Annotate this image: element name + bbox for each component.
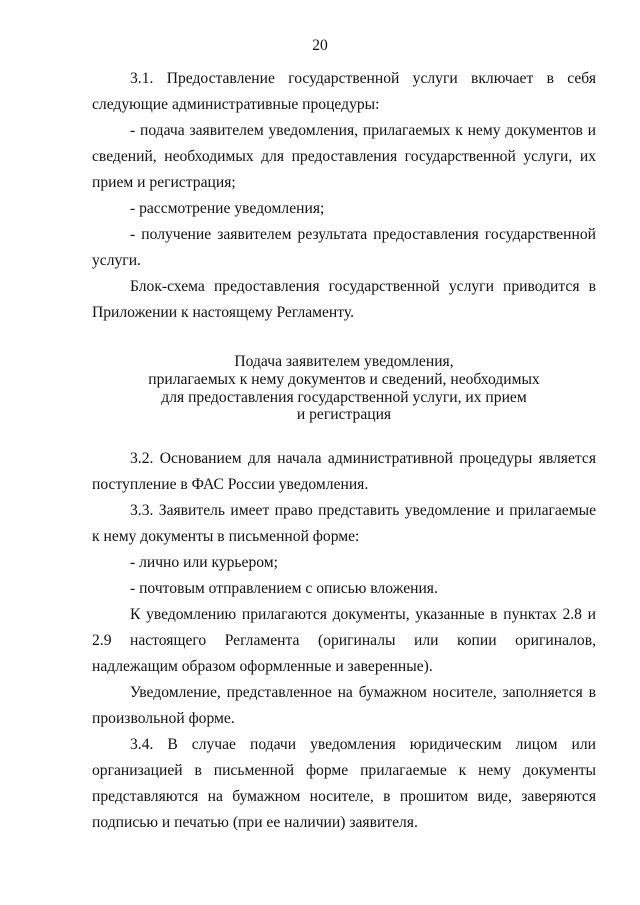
section-3-1	[92, 66, 596, 326]
paragraph: 3.2. Основанием для начала административной процедуры является поступление в ФАС России уведомления.	[92, 450, 596, 493]
paragraph: 3.1. Предоставление государственной услуги включает в себя следующие административные процедуры:	[92, 70, 596, 113]
heading-line: Подача заявителем уведомления,	[234, 353, 454, 370]
list-item: - подача заявителем уведомления, прилагаемых к нему документов и сведений, необходимых для предоставления государственной услуги, их прием и регистрация;	[92, 122, 596, 191]
list-item: - почтовым отправлением с описью вложения.	[130, 580, 438, 597]
list-item: - рассмотрение уведомления;	[130, 200, 325, 217]
heading-line: и регистрация	[296, 406, 392, 424]
page-number: 20	[312, 37, 328, 54]
paragraph: Блок-схема предоставления государственной услуги приводится в Приложении к настоящему Регламенту.	[92, 278, 596, 321]
section-heading	[92, 353, 596, 424]
paragraph: К уведомлению прилагаются документы, указанные в пунктах 2.8 и 2.9 настоящего Регламента (оригиналы или копии оригиналов, надлежащим образом оформленные и заверенные).	[92, 606, 596, 675]
paragraph: 3.3. Заявитель имеет право представить уведомление и прилагаемые к нему документы в письменной форме:	[92, 502, 596, 545]
paragraph: Уведомление, представленное на бумажном носителе, заполняется в произвольной форме.	[92, 684, 596, 727]
heading-line: для предоставления государственной услуги, их прием	[161, 388, 527, 406]
heading-line: прилагаемых к нему документов и сведений, необходимых	[148, 370, 540, 388]
list-item: - лично или курьером;	[130, 554, 278, 571]
paragraph: 3.4. В случае подачи уведомления юридическим лицом или организацией в письменной форме прилагаемые к нему документы представляются на бумажном носителе, в прошитом виде, заверяются подписью и печатью (при ее наличии) заявителя.	[92, 736, 596, 831]
list-item: - получение заявителем результата предоставления государственной услуги.	[92, 226, 596, 269]
section-3-2-3-4	[92, 446, 596, 836]
